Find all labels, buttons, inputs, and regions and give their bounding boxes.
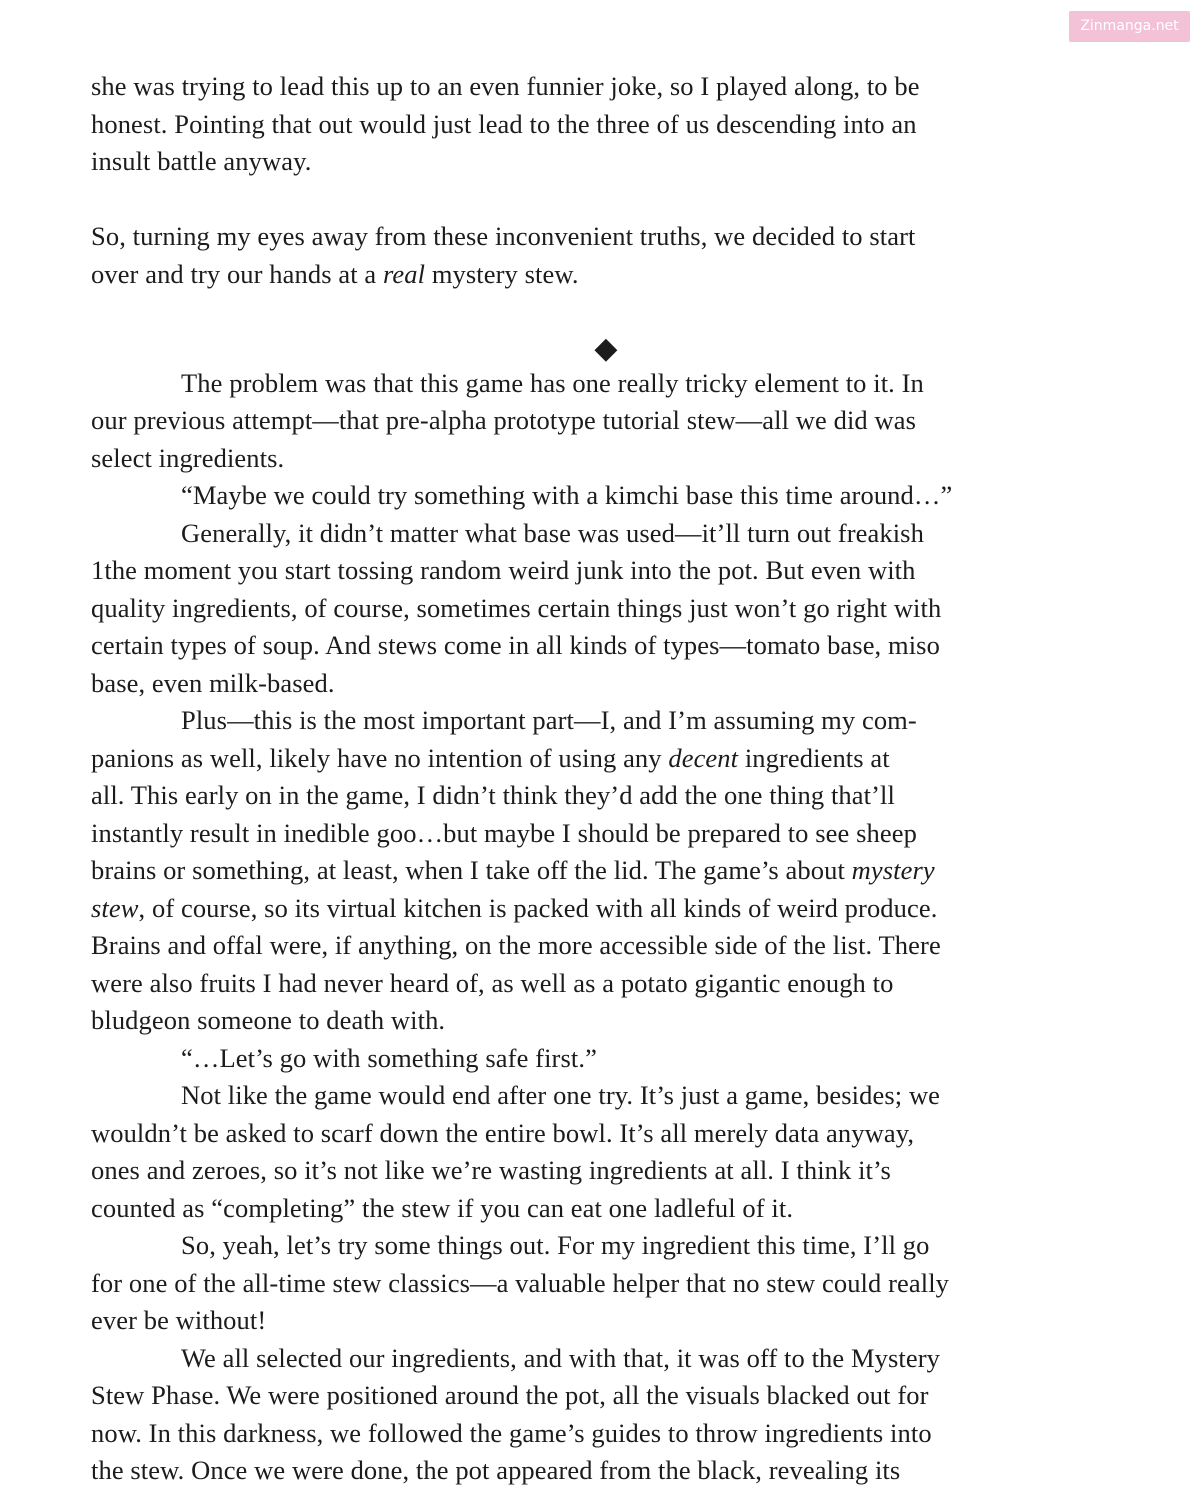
text-line — [91, 740, 1121, 778]
text-line: base, even milk-based. — [91, 667, 335, 698]
paragraph-6 — [91, 702, 1121, 1040]
text-line: she was trying to lead this up to an even funnier joke, so I played along, to be — [91, 71, 920, 101]
emphasis-text: real — [383, 258, 426, 289]
paragraph-10 — [91, 1340, 1121, 1490]
text-line: quality ingredients, of course, sometimes certain things just won’t go right with — [91, 592, 942, 623]
text-line: Plus—this is the most important part—I, and I’m assuming my com- — [181, 705, 917, 735]
text-line: bludgeon someone to death with. — [91, 1005, 446, 1035]
text-line: instantly result in inedible goo…but maybe I should be prepared to see sheep — [91, 817, 917, 848]
text-line: for one of the all-time stew classics—a valuable helper that no stew could really — [91, 1267, 950, 1298]
scene-break-diamond-icon: ◆ — [594, 331, 618, 365]
text-line: now. In this darkness, we followed the game’s guides to throw ingredients into — [91, 1417, 932, 1448]
text-line: Not like the game would end after one try. It’s just a game, besides; we — [181, 1080, 941, 1110]
text-line: insult battle anyway. — [91, 146, 312, 176]
text-line: wouldn’t be asked to scarf down the entire bowl. It’s all merely data anyway, — [91, 1117, 915, 1148]
text-line: So, turning my eyes away from these inconvenient truths, we decided to start — [91, 221, 916, 251]
text-span: panions as well, likely have no intention of using any — [91, 742, 669, 773]
site-watermark: Zinmanga.net — [1069, 11, 1190, 42]
text-line — [91, 890, 1121, 928]
text-line: Stew Phase. We were positioned around the pot, all the visuals blacked out for — [91, 1380, 929, 1410]
text-line: ones and zeroes, so it’s not like we’re wasting ingredients at all. I think it’s — [91, 1155, 891, 1185]
paragraph-2 — [91, 218, 1121, 293]
text-line — [91, 852, 1121, 890]
text-line: certain types of soup. And stews come in all kinds of types—tomato base, miso — [91, 630, 940, 660]
page-text — [91, 68, 1121, 1490]
paragraph-8 — [91, 1077, 1121, 1227]
text-line: ever be without! — [91, 1305, 267, 1335]
text-line: The problem was that this game has one really tricky element to it. In — [181, 367, 924, 398]
emphasis-text: stew — [91, 892, 139, 923]
paragraph-5 — [91, 515, 1121, 703]
text-span: ingredients at — [738, 742, 890, 773]
text-span: , of course, so its virtual kitchen is packed with all kinds of weird produce. — [138, 892, 938, 923]
text-span: brains or something, at least, when I take off the lid. The game’s about — [91, 855, 852, 885]
dialogue-line: “Maybe we could try something with a kimchi base this time around…” — [181, 480, 953, 510]
emphasis-text: decent — [668, 742, 739, 773]
paragraph-9 — [91, 1227, 1121, 1340]
text-line — [91, 256, 1121, 294]
paragraph-3 — [91, 365, 1121, 478]
text-line: counted as “completing” the stew if you can eat one ladleful of it. — [91, 1192, 794, 1223]
dialogue-line: “…Let’s go with something safe first.” — [181, 1042, 597, 1073]
paragraph-1 — [91, 68, 1121, 181]
text-span: mystery stew. — [425, 258, 579, 289]
text-line: were also fruits I had never heard of, as well as a potato gigantic enough to — [91, 967, 894, 998]
text-line: select ingredients. — [91, 442, 285, 473]
text-line: Brains and offal were, if anything, on the more accessible side of the list. There — [91, 930, 941, 960]
text-line: honest. Pointing that out would just lead to the three of us descending into an — [91, 108, 917, 139]
text-line: 1the moment you start tossing random weird junk into the pot. But even with — [91, 555, 916, 585]
text-line: We all selected our ingredients, and with that, it was off to the Mystery — [181, 1342, 941, 1373]
text-line: Generally, it didn’t matter what base was used—it’ll turn out freakish — [181, 517, 924, 548]
text-line: the stew. Once we were done, the pot appeared from the black, revealing its — [91, 1455, 901, 1485]
emphasis-text: mystery — [851, 855, 935, 885]
text-line: all. This early on in the game, I didn’t think they’d add the one thing that’ll — [91, 780, 895, 810]
text-line: our previous attempt—that pre-alpha prototype tutorial stew—all we did was — [91, 405, 917, 435]
text-line: So, yeah, let’s try some things out. For my ingredient this time, I’ll go — [181, 1230, 930, 1260]
text-span: over and try our hands at a — [91, 258, 383, 289]
